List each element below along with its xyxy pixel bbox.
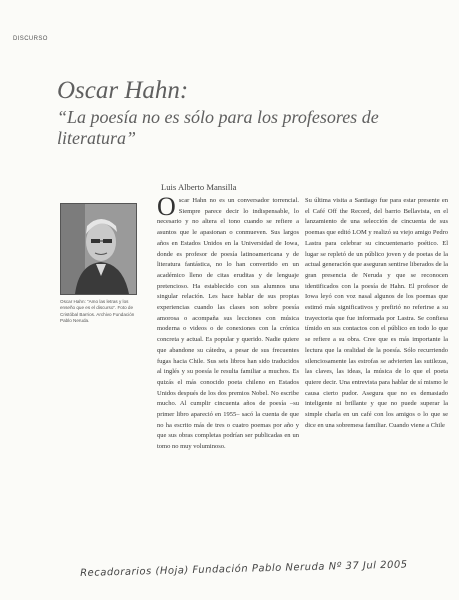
body-column-right (305, 196, 448, 431)
article-title: Oscar Hahn: (57, 77, 189, 104)
column-left-text: scar Hahn no es un conversador torrencial. Siempre parece decir lo indispensable, lo necesario y no altera el tono cuando se refiere a asuntos que le apasionan o conmueven. Sus largos años en Estados Unidos en la Universidad de Iowa, donde es profesor de poesía latinoamericana y de literatura fantástica, no lo han convertido en un académico lleno de citas eruditas y de lenguaje pretencioso. Ha establecido con sus alumnos una singular relación. Les hace hablar de sus propias experiencias cuando las clases son sobre poesía amorosa o acompaña sus lecciones con música moderna o videos o de conexiones con la crónica concreta y actual. Es popular y querido. Nadie quiere que abandone su cátedra, a pesar de sus frecuentes fugas hacia Chile. Sus seis libros han sido traducidos al inglés y su poesía le resulta familiar a muchos. Es quizás el más conocido poeta chileno en Estados Unidos después de los dos premios Nobel. No escribe mucho. Al cumplir cincuenta años de poesía –su primer libro apareció en 1955– sacó la cuenta de que no ha escrito más de tres o cuatro poemas por año y que sus obras completas podrían ser publicadas en un tomo no muy voluminoso. (157, 197, 299, 451)
dropcap: O (157, 192, 176, 221)
handwritten-note: Recadorarios (Hoja) Fundación Pablo Neruda Nº 37 Jul 2005 (80, 559, 408, 579)
section-label: DISCURSO (13, 36, 48, 42)
author-photo (60, 203, 137, 295)
article-subtitle: “La poesía no es sólo para los profesores de literatura” (57, 107, 379, 148)
photo-caption: Oscar Hahn: “Amo las letras y los enseño que es el discurso”. Foto de Cristóbal Barrios. Archivo Fundación Pablo Neruda. (60, 299, 135, 324)
column-right-text: Su última visita a Santiago fue para estar presente en el Café Off the Record, del barrio Bellavista, en el lanzamiento de una selección de cincuenta de sus poemas que editó LOM y realizó su viejo amigo Pedro Lastra para celebrar su cincuentenario poético. El lugar se repletó de un público joven y de poetas de la actual generación que aseguran sentirse liberados de la gran presencia de Neruda y que se reconocen identificados con la poesía de Hahn. El profesor de Iowa leyó con voz nasal algunos de los poemas que estimó más significativos y prefirió no referirse a su trayectoria que fue informada por Lastra. Se confiesa tímido en sus contactos con el público en todo lo que se refiere a su obra. Cree que es más importante la lectura que la oralidad de la poesía. Sólo recurriendo silenciosamente las estrofas se advierten las sutilezas, las claves, las ideas, la música de lo que el poeta quiere decir. Una entrevista para hablar de sí mismo le causa cierto pudor. Asegura que no es demasiado inteligente ni brillante y que no puede superar la simple charla en un café con los amigos o lo que se dice en una sobremesa familiar. Cuando viene a Chile (305, 197, 448, 429)
body-column-left (157, 192, 299, 453)
author-name: Luis Alberto Mansilla (161, 182, 237, 192)
